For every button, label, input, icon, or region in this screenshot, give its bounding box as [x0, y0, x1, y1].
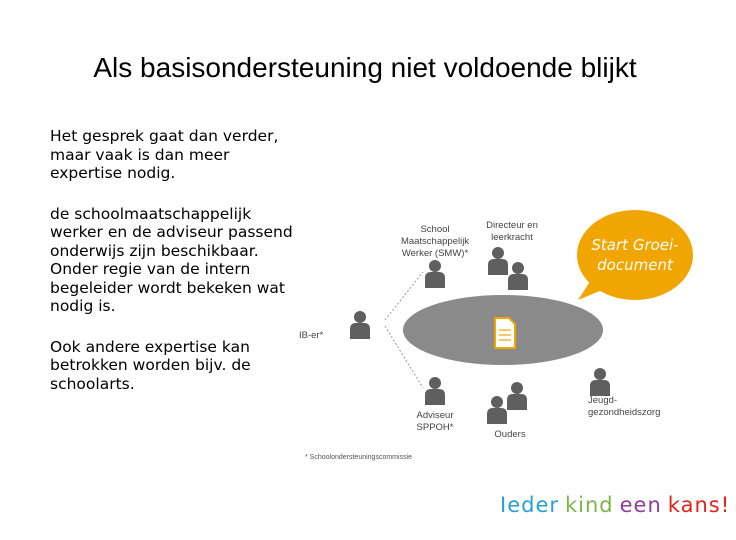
- person-smw-icon: [425, 260, 445, 288]
- person-directeur-icon: [488, 247, 508, 275]
- brand-logo: [500, 493, 736, 523]
- person-ouder2-icon: [507, 382, 527, 410]
- brand-word-1: Ieder: [500, 493, 559, 517]
- label-smw-2: Maatschappelijk: [400, 236, 470, 247]
- label-directeur-2: leerkracht: [491, 232, 533, 243]
- label-adviseur-2: SPPOH*: [416, 422, 454, 433]
- label-ib: IB-er*: [299, 330, 324, 341]
- person-leerkracht-icon: [508, 262, 528, 290]
- label-adviseur-1: Adviseur: [416, 410, 454, 421]
- paragraph-2: de schoolmaatschappelijk werker en de adviseur passend onderwijs zijn beschikbaar. Onder regie van de intern begeleider wordt bekeken wat nodig is.: [50, 204, 293, 315]
- bubble-line-2: document: [597, 256, 673, 274]
- label-smw-1: School: [420, 224, 450, 235]
- footnote: * Schoolondersteuningscommissie: [305, 454, 412, 461]
- bubble-line-1: Start Groei-: [591, 236, 679, 254]
- brand-word-4: kans!: [667, 493, 731, 517]
- label-jeugd-1: Jeugd-: [588, 395, 618, 406]
- person-ib-icon: [350, 311, 370, 339]
- brand-word-3: een: [619, 493, 662, 517]
- label-smw-3: Werker (SMW)*: [401, 248, 469, 259]
- start-groeidocument-bubble: [577, 210, 693, 300]
- person-adviseur-icon: [425, 377, 445, 405]
- label-directeur-1: Directeur en: [486, 220, 538, 231]
- person-jeugd-icon: [590, 368, 610, 396]
- slide-title: Als basisondersteuning niet voldoende blijkt: [93, 52, 637, 83]
- label-jeugd-2: gezondheidszorg: [588, 407, 661, 418]
- paragraph-1: Het gesprek gaat dan verder, maar vaak is dan meer expertise nodig.: [50, 127, 279, 182]
- person-ouder1-icon: [487, 396, 507, 424]
- paragraph-3: Ook andere expertise kan betrokken worden bijv. de schoolarts.: [50, 337, 251, 393]
- support-diagram: [295, 190, 705, 470]
- label-ouders: Ouders: [494, 429, 526, 440]
- document-icon: [495, 318, 515, 348]
- brand-word-2: kind: [565, 493, 614, 517]
